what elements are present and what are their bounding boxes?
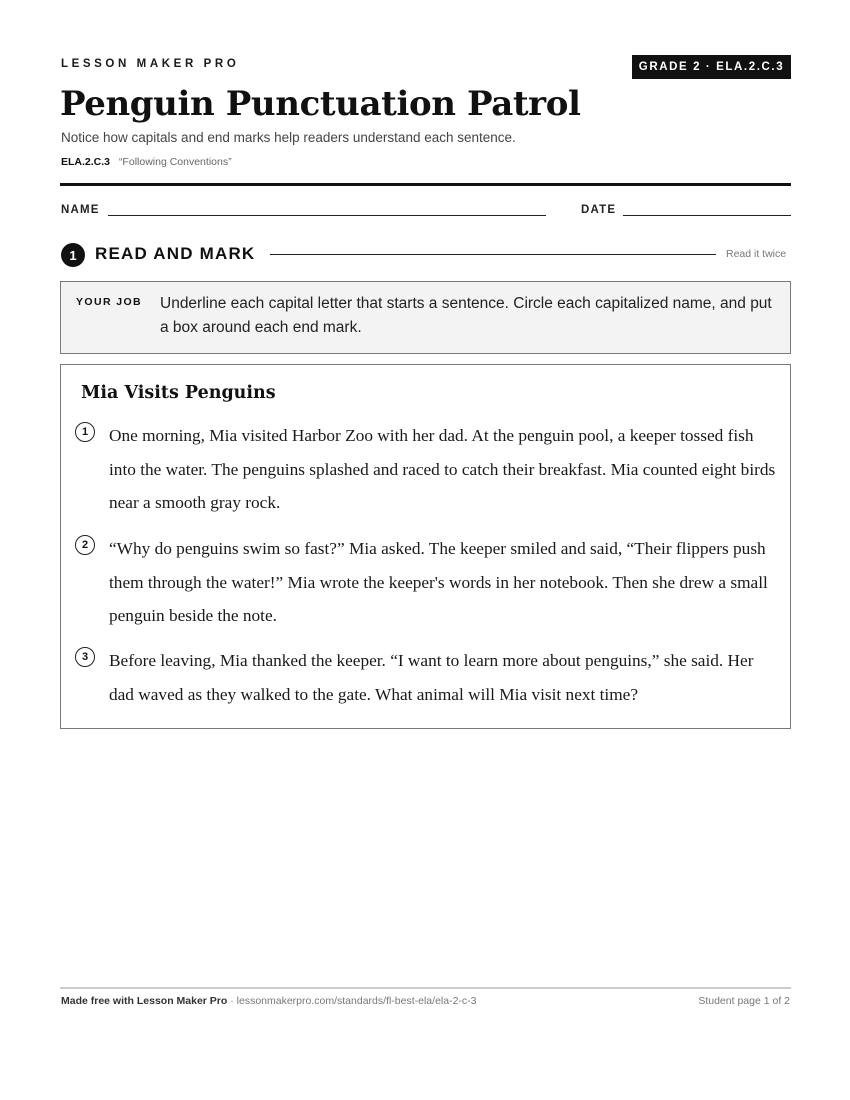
section-number-badge: 1 bbox=[61, 243, 85, 267]
instructions-box bbox=[60, 281, 791, 354]
name-label: NAME bbox=[61, 204, 100, 216]
footer-credit bbox=[61, 995, 477, 1007]
date-label: DATE bbox=[581, 204, 617, 216]
section-divider bbox=[270, 254, 716, 255]
passage-title: Mia Visits Penguins bbox=[81, 383, 276, 403]
paragraph-text: Before leaving, Mia thanked the keeper. “I want to learn more about penguins,” she said. Her dad waved as they walked to the gate. What animal will Mia visit next time? bbox=[109, 651, 754, 704]
standard-code: ELA.2.C.3 bbox=[61, 156, 111, 168]
date-field[interactable] bbox=[623, 215, 791, 216]
page-title: Penguin Punctuation Patrol bbox=[60, 84, 581, 124]
instructions-text: Underline each capital letter that starts a sentence. Circle each capitalized name, and put a box around each end mark. bbox=[160, 295, 772, 336]
paragraph-number-badge: 3 bbox=[75, 647, 95, 667]
page-indicator: Student page 1 of 2 bbox=[698, 995, 790, 1007]
instructions-label: YOUR JOB bbox=[76, 296, 143, 308]
footer-divider bbox=[60, 987, 791, 989]
standard-line bbox=[61, 156, 232, 168]
section-hint: Read it twice bbox=[726, 248, 787, 260]
paragraph-number-badge: 1 bbox=[75, 422, 95, 442]
brand-name: LESSON MAKER PRO bbox=[61, 58, 240, 70]
page-subtitle: Notice how capitals and end marks help readers understand each sentence. bbox=[61, 130, 516, 145]
name-field[interactable] bbox=[108, 215, 546, 216]
footer-url: · lessonmakerpro.com/standards/fl-best-ela/ela-2-c-3 bbox=[230, 995, 477, 1007]
paragraph-text: “Why do penguins swim so fast?” Mia asked. The keeper smiled and said, “Their flippers push them through the water!” Mia wrote the keeper's words in her notebook. Then she drew a small penguin beside the note. bbox=[109, 539, 768, 625]
paragraph-text: One morning, Mia visited Harbor Zoo with her dad. At the penguin pool, a keeper tossed fish into the water. The penguins splashed and raced to catch their breakfast. Mia counted eight birds near a smooth gray rock. bbox=[109, 426, 776, 512]
standard-name: “Following Conventions” bbox=[118, 156, 232, 168]
header-divider bbox=[60, 183, 791, 186]
paragraph-number-badge: 2 bbox=[75, 535, 95, 555]
footer-made-with: Made free with Lesson Maker Pro bbox=[61, 995, 228, 1007]
grade-badge: GRADE 2 · ELA.2.C.3 bbox=[632, 55, 791, 79]
section-title: READ AND MARK bbox=[95, 244, 256, 263]
passage-box bbox=[60, 364, 791, 729]
